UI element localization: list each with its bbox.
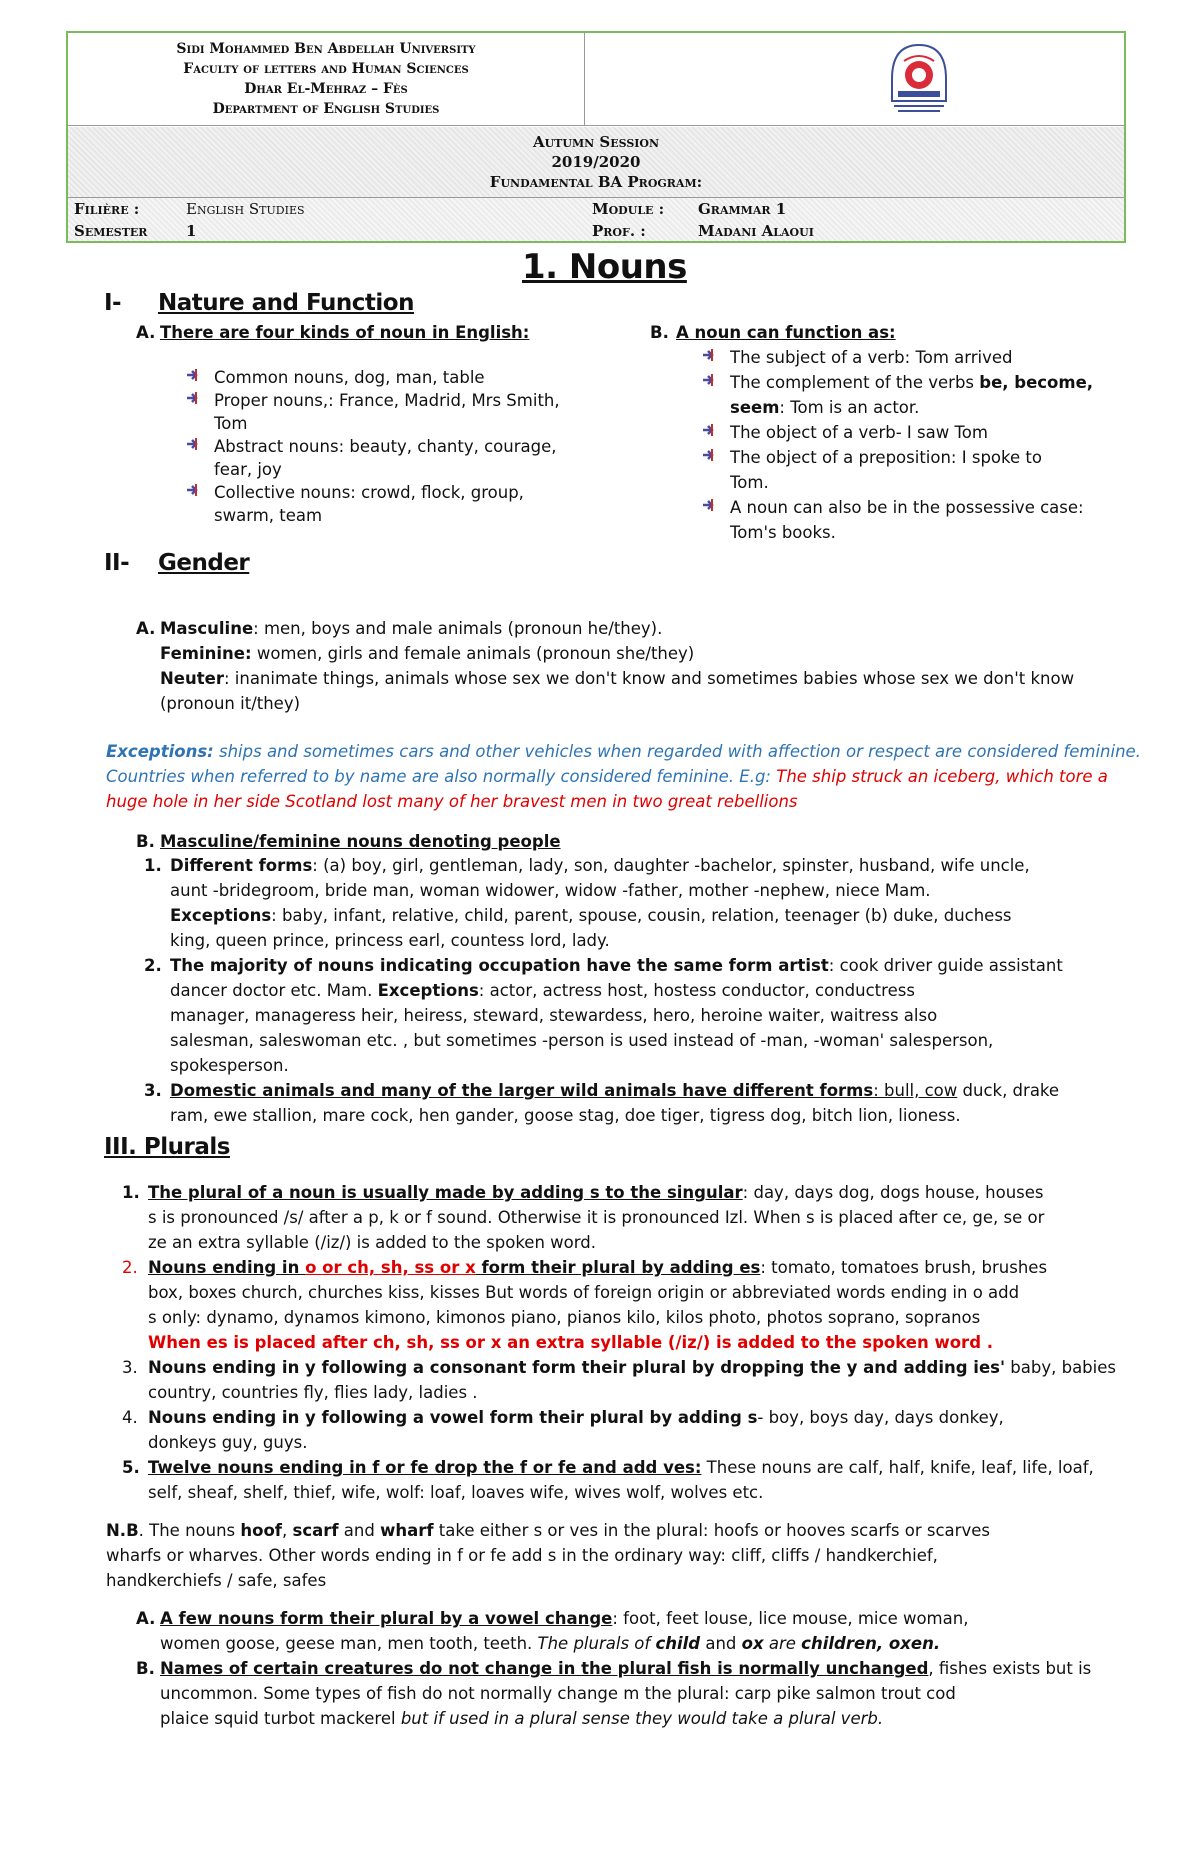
list-marker: B.	[650, 323, 669, 342]
paragraph-line: dancer doctor etc. Mam. Exceptions: actor, actress host, hostess conductor, conductress	[170, 981, 915, 1000]
page-title: 1. Nouns	[522, 247, 687, 287]
list-marker: 3.	[122, 1358, 138, 1377]
divider	[584, 33, 585, 125]
subsection-title: A noun can function as:	[676, 323, 896, 342]
university-name: Sidi Mohammed Ben Abdellah University	[176, 41, 476, 57]
list-item: Tom	[214, 414, 248, 433]
paragraph-line: Exceptions: ships and sometimes cars and other vehicles when regarded with affection or respect are considered feminine.	[106, 742, 1141, 761]
paragraph-line: s only: dynamo, dynamos kimono, kimonos piano, pianos kilo, kilos photo, photos soprano, sopranos	[148, 1308, 981, 1327]
list-marker: 3.	[144, 1081, 162, 1100]
paragraph-line: huge hole in her side Scotland lost many of her bravest men in two great rebellions	[106, 792, 798, 811]
list-item: Abstract nouns: beauty, chanty, courage,	[214, 437, 557, 456]
paragraph-line: The plural of a noun is usually made by adding s to the singular: day, days dog, dogs house, houses	[148, 1183, 1044, 1202]
paragraph-line: Neuter: inanimate things, animals whose sex we don't know and sometimes babies whose sex we don't know	[160, 669, 1075, 688]
paragraph-line: plaice squid turbot mackerel but if used in a plural sense they would take a plural verb.	[160, 1709, 884, 1728]
paragraph-line: spokesperson.	[170, 1056, 289, 1075]
subsection-title: Masculine/feminine nouns denoting people	[160, 832, 561, 851]
list-item: Proper nouns,: France, Madrid, Mrs Smith,	[214, 391, 560, 410]
list-item: The complement of the verbs be, become,	[730, 373, 1094, 392]
paragraph-line: A few nouns form their plural by a vowel change: foot, feet louse, lice mouse, mice woman,	[160, 1609, 969, 1628]
divider	[68, 125, 1124, 126]
paragraph-line: Nouns ending in o or ch, sh, ss or x form their plural by adding es: tomato, tomatoes brush, brushes	[148, 1258, 1048, 1277]
filiere-value: English Studies	[186, 200, 305, 218]
paragraph-line: women goose, geese man, men tooth, teeth. The plurals of child and ox are children, oxen.	[160, 1634, 941, 1653]
list-marker: A.	[136, 1609, 156, 1628]
arrow-bullet-icon	[702, 372, 718, 388]
section-number: II-	[104, 550, 130, 576]
section-title: III. Plurals	[104, 1134, 230, 1160]
list-item: The object of a verb- I saw Tom	[730, 423, 988, 442]
arrow-bullet-icon	[702, 447, 718, 463]
session-name: Autumn Session	[532, 133, 660, 151]
session-block	[68, 127, 1124, 197]
arrow-bullet-icon	[186, 390, 202, 406]
prof-label: Prof. :	[592, 222, 646, 240]
list-marker: A.	[136, 323, 156, 342]
list-item: A noun can also be in the possessive case:	[730, 498, 1084, 517]
arrow-bullet-icon	[702, 347, 718, 363]
list-item: Tom's books.	[730, 523, 836, 542]
list-marker: 2.	[122, 1258, 138, 1277]
list-item: swarm, team	[214, 506, 323, 525]
paragraph-line: manager, manageress heir, heiress, steward, stewardess, hero, heroine waiter, waitress also	[170, 1006, 938, 1025]
list-marker: B.	[136, 1659, 155, 1678]
arrow-bullet-icon	[186, 436, 202, 452]
list-marker: A.	[136, 619, 156, 638]
list-item: fear, joy	[214, 460, 282, 479]
campus-name: Dhar El-Mehraz – Fès	[244, 81, 408, 97]
paragraph-line: self, sheaf, shelf, thief, wife, wolf: loaf, loaves wife, wives wolf, wolves etc.	[148, 1483, 764, 1502]
list-marker: 1.	[144, 856, 162, 875]
prof-value: Madani Alaoui	[698, 222, 814, 240]
paragraph-line: N.B. The nouns hoof, scarf and wharf take either s or ves in the plural: hoofs or hooves scarfs or scarves	[106, 1521, 990, 1540]
university-block	[68, 33, 584, 125]
paragraph-line: wharfs or wharves. Other words ending in f or fe add s in the ordinary way: cliff, cliffs / handkerchief,	[106, 1546, 938, 1565]
list-marker: 5.	[122, 1458, 140, 1477]
paragraph-line: Masculine: men, boys and male animals (pronoun he/they).	[160, 619, 663, 638]
session-year: 2019/2020	[551, 153, 641, 171]
paragraph-line: Domestic animals and many of the larger wild animals have different forms: bull, cow duck, drake	[170, 1081, 1060, 1100]
paragraph-line: s is pronounced /s/ after a p, k or f sound. Otherwise it is pronounced Izl. When s is placed after ce, ge, se or	[148, 1208, 1045, 1227]
paragraph-line: Nouns ending in y following a consonant form their plural by dropping the y and adding ies' baby, babies	[148, 1358, 1116, 1377]
paragraph-line: (pronoun it/they)	[160, 694, 301, 713]
paragraph-line: Feminine: women, girls and female animals (pronoun she/they)	[160, 644, 695, 663]
list-marker: B.	[136, 832, 155, 851]
paragraph-line: king, queen prince, princess earl, countess lord, lady.	[170, 931, 610, 950]
paragraph-line: uncommon. Some types of fish do not normally change m the plural: carp pike salmon trout cod	[160, 1684, 956, 1703]
paragraph-line: ram, ewe stallion, mare cock, hen gander, goose stag, doe tiger, tigress dog, bitch lion, lioness.	[170, 1106, 961, 1125]
list-item: The subject of a verb: Tom arrived	[730, 348, 1013, 367]
faculty-name: Faculty of letters and Human Sciences	[183, 61, 469, 77]
paragraph-line: ze an extra syllable (/iz/) is added to the spoken word.	[148, 1233, 596, 1252]
department-name: Department of English Studies	[212, 101, 440, 117]
list-item: The object of a preposition: I spoke to	[730, 448, 1042, 467]
module-label: Module :	[592, 200, 665, 218]
list-marker: 4.	[122, 1408, 138, 1427]
semester-label: Semester	[74, 222, 148, 240]
paragraph-line: Names of certain creatures do not change in the plural fish is normally unchanged, fishes exists but is	[160, 1659, 1092, 1678]
paragraph-line: Nouns ending in y following a vowel form their plural by adding s- boy, boys day, days donkey,	[148, 1408, 1004, 1427]
list-item: Collective nouns: crowd, flock, group,	[214, 483, 524, 502]
paragraph-line: handkerchiefs / safe, safes	[106, 1571, 327, 1590]
paragraph-line: The majority of nouns indicating occupation have the same form artist: cook driver guide assistant	[170, 956, 1063, 975]
module-value: Grammar 1	[698, 200, 787, 218]
list-item: seem: Tom is an actor.	[730, 398, 920, 417]
arrow-bullet-icon	[702, 497, 718, 513]
paragraph-line: salesman, saleswoman etc. , but sometimes -person is used instead of -man, -woman' salesperson,	[170, 1031, 994, 1050]
filiere-label: Filière :	[74, 200, 140, 218]
paragraph-line: When es is placed after ch, sh, ss or x an extra syllable (/iz/) is added to the spoken word .	[148, 1333, 994, 1352]
list-item: Common nouns, dog, man, table	[214, 368, 485, 387]
list-item: Tom.	[730, 473, 769, 492]
paragraph-line: Countries when referred to by name are also normally considered feminine. E.g: The ship struck an iceberg, which tore a	[106, 767, 1108, 786]
section-title: Nature and Function	[158, 290, 414, 316]
arrow-bullet-icon	[186, 367, 202, 383]
arrow-bullet-icon	[702, 422, 718, 438]
paragraph-line: country, countries fly, flies lady, ladies .	[148, 1383, 478, 1402]
list-marker: 2.	[144, 956, 162, 975]
semester-value: 1	[186, 222, 197, 240]
arrow-bullet-icon	[186, 482, 202, 498]
section-title: Gender	[158, 550, 250, 576]
paragraph-line: box, boxes church, churches kiss, kisses But words of foreign origin or abbreviated words ending in o add	[148, 1283, 1020, 1302]
university-logo-icon	[884, 39, 954, 119]
paragraph-line: donkeys guy, guys.	[148, 1433, 308, 1452]
paragraph-line: aunt -bridegroom, bride man, woman widower, widow -father, mother -nephew, niece Mam.	[170, 881, 931, 900]
list-marker: 1.	[122, 1183, 140, 1202]
subsection-title: There are four kinds of noun in English:	[160, 323, 530, 342]
paragraph-line: Twelve nouns ending in f or fe drop the f or fe and add ves: These nouns are calf, half, knife, leaf, life, loaf,	[148, 1458, 1094, 1477]
course-info	[68, 198, 1124, 241]
paragraph-line: Different forms: (a) boy, girl, gentleman, lady, son, daughter -bachelor, spinster, husband, wife uncle,	[170, 856, 1030, 875]
header-table	[66, 31, 1126, 243]
program-name: Fundamental BA Program:	[489, 173, 703, 191]
paragraph-line: Exceptions: baby, infant, relative, child, parent, spouse, cousin, relation, teenager (b) duke, duchess	[170, 906, 1012, 925]
section-number: I-	[104, 290, 122, 316]
